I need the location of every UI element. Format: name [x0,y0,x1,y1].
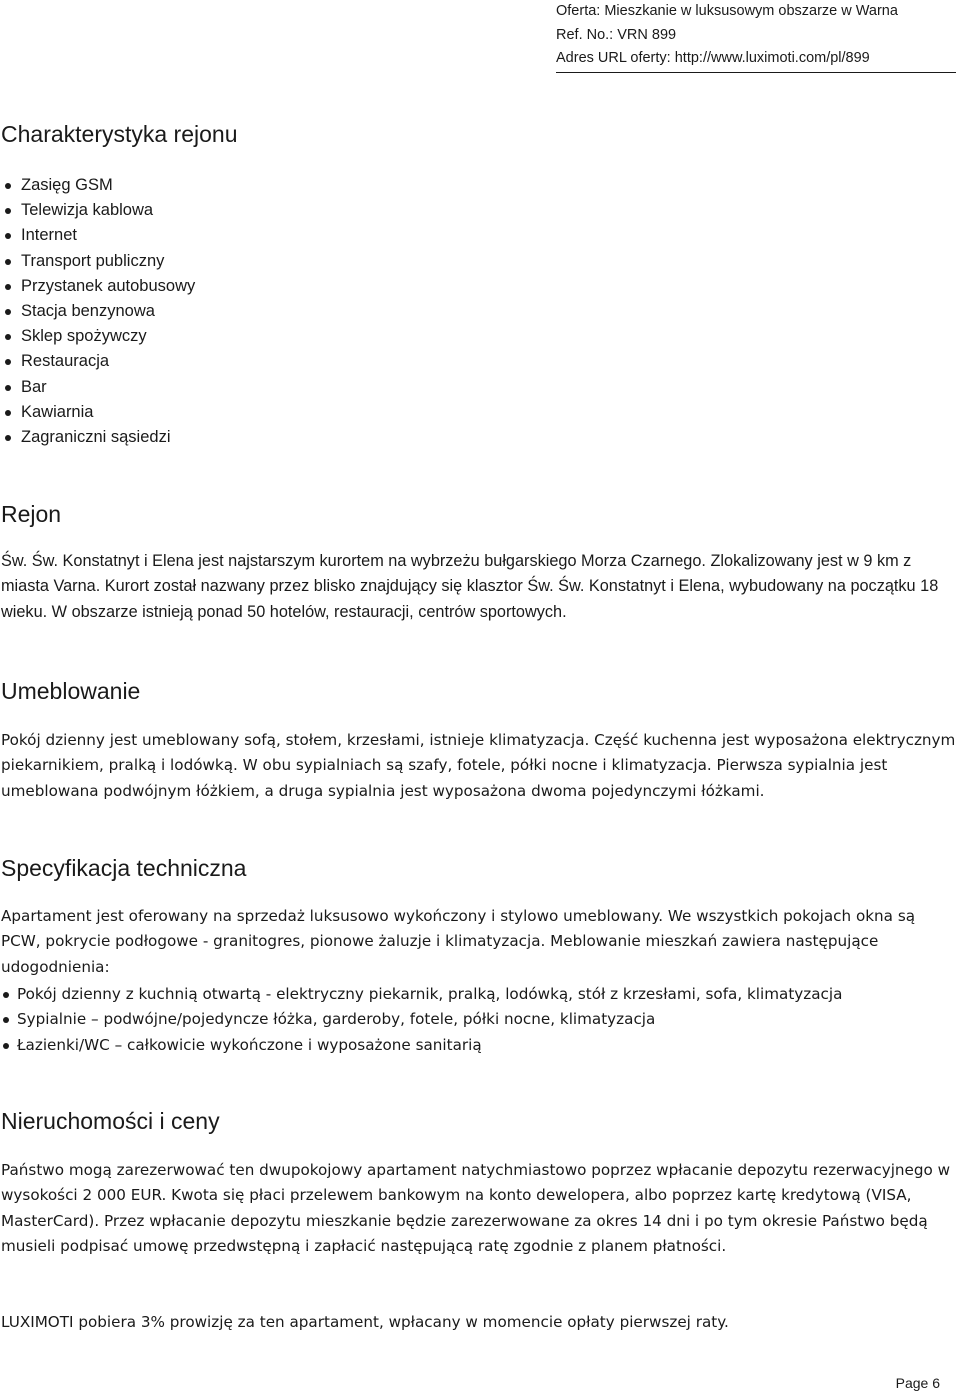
list-item: Łazienki/WC – całkowicie wykończone i wyposażone sanitarią [1,1033,842,1058]
list-item: Internet [1,223,195,248]
region-features-list [1,173,195,450]
section-title-region: Charakterystyka rejonu [1,121,238,147]
prices-paragraph: Państwo mogą zarezerwować ten dwupokojowy apartament natychmiastowo poprzez wpłacanie depozytu rezerwacyjnego w wysokości 2 000 EUR. Kwota się płaci przelewem bankowym na konto dewelopera, albo poprzez kartę kredytową (VISA, MasterCard). Przez wpłacanie depozytu mieszkanie będzie zarezerwowane za okres 14 dni i po tym okresie Państwo będą musieli podpisać umowę przedwstępną i zapłacić następującą ratę zgodnie z planem płatności. [1,1161,951,1255]
reference-number: Ref. No.: VRN 899 [556,26,677,43]
amenities-list [1,982,842,1058]
list-item: Pokój dzienny z kuchnią otwartą - elektryczny piekarnik, pralką, lodówką, stół z krzesłami, sofa, klimatyzacja [1,982,842,1007]
commission-paragraph: LUXIMOTI pobiera 3% prowizję za ten apartament, wpłacany w momencie opłaty pierwszej raty. [1,1313,729,1331]
section-title-furnishing: Umeblowanie [1,678,141,704]
offer-url[interactable]: Adres URL oferty: http://www.luximoti.com/pl/899 [556,47,956,73]
list-item: Sypialnie – podwójne/pojedyncze łóżka, garderoby, fotele, półki nocne, klimatyzacja [1,1007,842,1032]
document-header [556,0,956,73]
list-item: Bar [1,375,195,400]
section-title-rejon: Rejon [1,501,62,527]
list-item: Sklep spożywczy [1,324,195,349]
page-number: Page 6 [895,1375,940,1391]
list-item: Zagraniczni sąsiedzi [1,425,195,450]
section-title-prices: Nieruchomości i ceny [1,1108,220,1134]
list-item: Transport publiczny [1,249,195,274]
offer-title: Oferta: Mieszkanie w luksusowym obszarze w Warna [556,3,898,19]
list-item: Telewizja kablowa [1,198,195,223]
rejon-paragraph: Św. Św. Konstatnyt i Elena jest najstarszym kurortem na wybrzeżu bułgarskiego Morza Czarnego. Zlokalizowany jest w 9 km z miasta Varna. Kurort został nazwany przez blisko znajdujący się klasztor Św. Św. Konstatnyt i Elena, wybudowany na początku 18 wieku. W obszarze istnieją ponad 50 hotelów, restauracji, centrów sportowych. [1,552,939,621]
list-item: Zasięg GSM [1,173,195,198]
tech-paragraph: Apartament jest oferowany na sprzedaż luksusowo wykończony i stylowo umeblowany. We wszystkich pokojach okna są PCW, pokrycie podłogowe - granitogres, pionowe żaluzje i klimatyzacja. Meblowanie mieszkań zawiera następujące udogodnienia: [1,907,916,976]
list-item: Kawiarnia [1,400,195,425]
list-item: Restauracja [1,349,195,374]
list-item: Przystanek autobusowy [1,274,195,299]
list-item: Stacja benzynowa [1,299,195,324]
section-title-tech: Specyfikacja techniczna [1,855,247,881]
furnishing-paragraph: Pokój dzienny jest umeblowany sofą, stołem, krzesłami, istnieje klimatyzacja. Część kuchenna jest wyposażona elektrycznym piekarnikiem, pralką i lodówką. W obu sypialniach są szafy, fotele, półki nocne i klimatyzacja. Pierwsza sypialnia jest umeblowana podwójnym łóżkiem, a druga sypialnia jest wyposażona dwoma pojedynczymi łóżkami. [1,731,956,800]
